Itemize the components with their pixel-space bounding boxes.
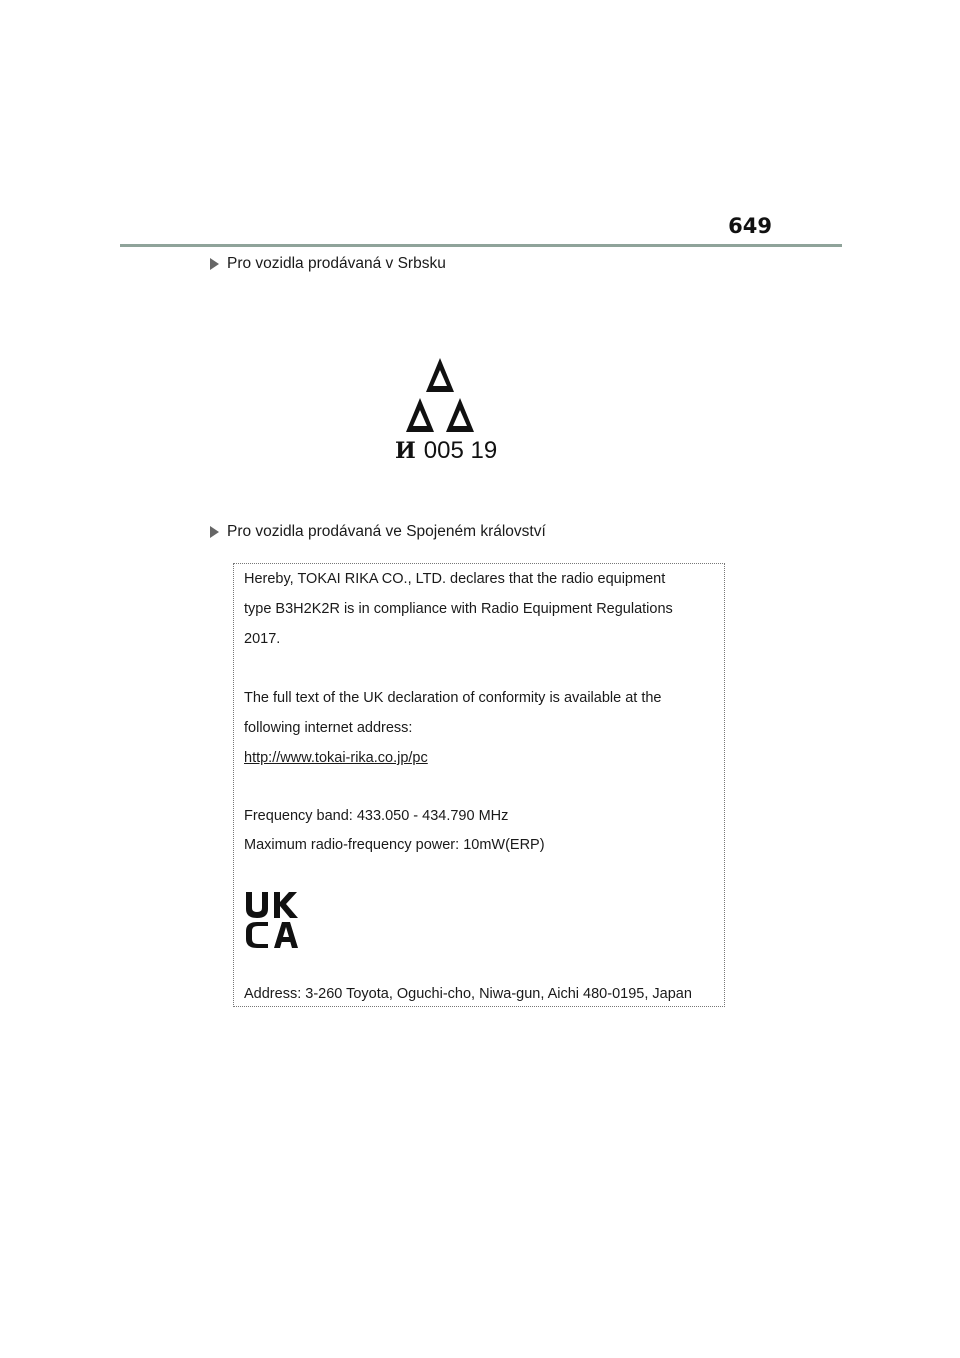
page-number: 649 [728,214,772,238]
section-heading-text: Pro vozidla prodávaná ve Spojeném království [227,523,546,540]
triangle-bullet-icon [210,258,219,270]
declaration-line: type B3H2K2R is in compliance with Radio Equipment Regulations [244,601,673,617]
serbia-mark-prefix: И [395,438,416,464]
conformity-url-link[interactable]: http://www.tokai-rika.co.jp/pc [244,750,428,766]
declaration-line: Hereby, TOKAI RIKA CO., LTD. declares that the radio equipment [244,571,666,587]
serbia-mark-number: 005 19 [423,437,498,464]
declaration-line: following internet address: [244,720,413,736]
manufacturer-address: Address: 3-260 Toyota, Oguchi-cho, Niwa-gun, Aichi 480-0195, Japan [244,986,692,1002]
declaration-line: The full text of the UK declaration of conformity is available at the [244,690,662,706]
triple-triangle-icon [398,355,482,435]
section-heading-text: Pro vozidla prodávaná v Srbsku [227,255,446,272]
ukca-logo [244,890,300,948]
uk-declaration-box [233,563,725,1007]
header-rule [120,244,842,247]
serbia-mark-code [395,437,497,465]
section-heading-serbia [210,255,446,273]
max-power: Maximum radio-frequency power: 10mW(ERP) [244,837,545,853]
section-heading-uk [210,523,546,541]
triangle-bullet-icon [210,526,219,538]
frequency-band: Frequency band: 433.050 - 434.790 MHz [244,808,509,824]
declaration-line: 2017. [244,631,281,647]
serbia-conformity-mark [390,355,510,465]
